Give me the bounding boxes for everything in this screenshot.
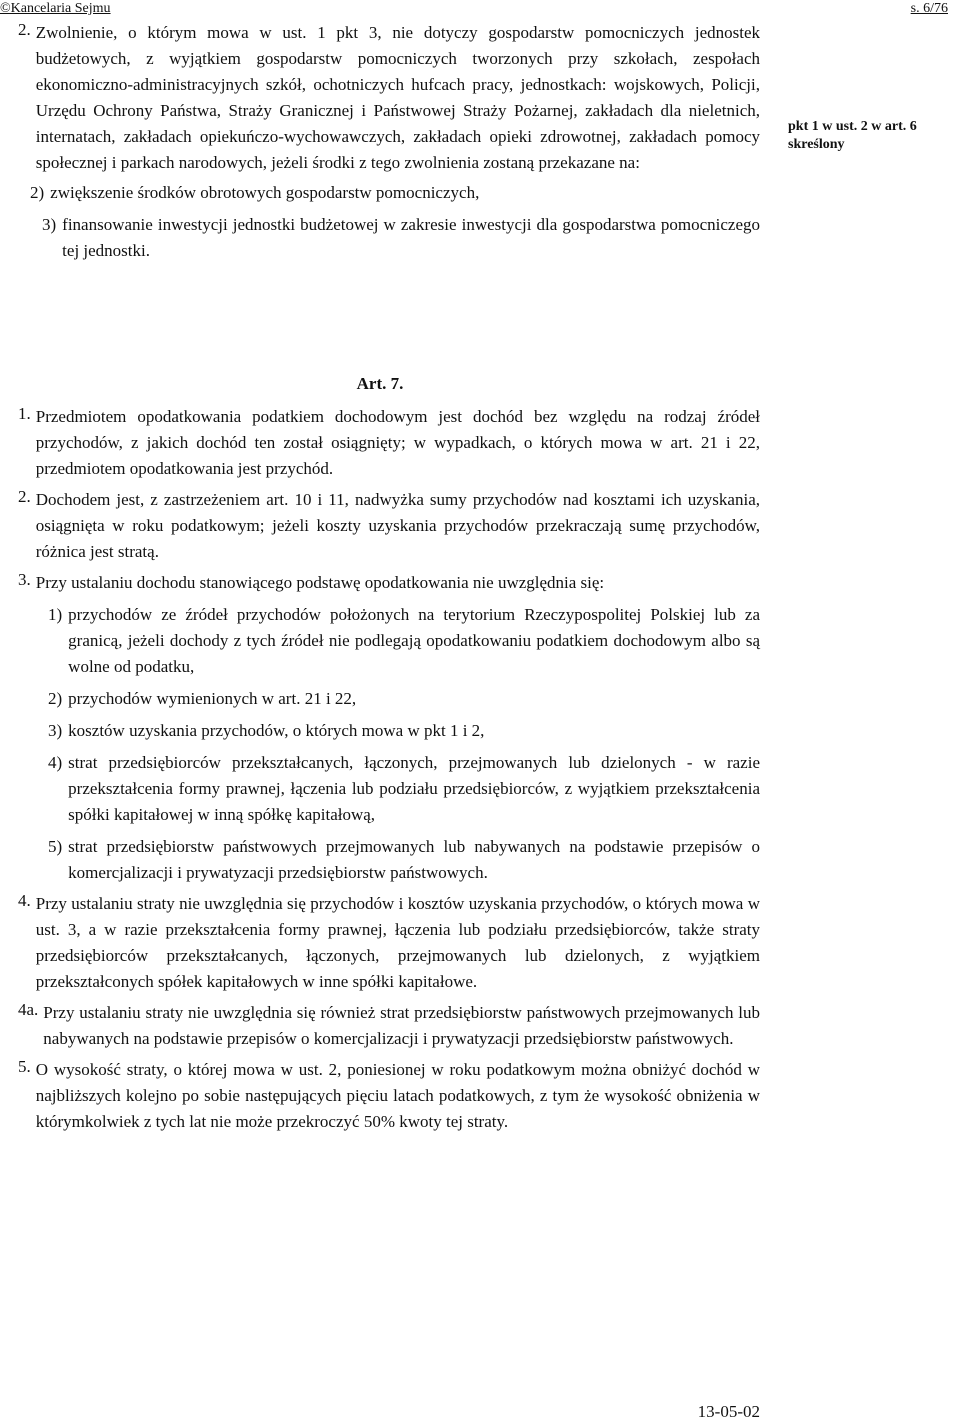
item-number: 2) xyxy=(48,689,63,708)
paragraph-number: 1. xyxy=(18,404,31,423)
item-text: kosztów uzyskania przychodów, o których mowa w pkt 1 i 2, xyxy=(68,721,485,740)
item-text: strat przedsiębiorców przekształcanych, łączonych, przejmowanych lub dzielonych - w razie przekształcenia formy prawnej, łączenia lub podziału przedsiębiorców, z wyjątkiem przekształcenia spółki kapitałowej w inną spółkę kapitałową, xyxy=(68,753,760,824)
paragraph-number: 2. xyxy=(18,487,31,506)
paragraph-text: Przy ustalaniu dochodu stanowiącego podstawę opodatkowania nie uwzględnia się: xyxy=(35,573,605,592)
footer-date: 13-05-02 xyxy=(697,1402,760,1421)
item-number: 4) xyxy=(48,753,63,772)
header-left xyxy=(0,0,111,18)
margin-note-line: pkt 1 w ust. 2 w art. 6 xyxy=(788,119,917,134)
margin-note xyxy=(788,118,960,154)
list-item xyxy=(48,834,760,886)
paragraph-text: Zwolnienie, o którym mowa w ust. 1 pkt 3, nie dotyczy gospodarstw pomocniczych jednostek budżetowych, z wyjątkiem gospodarstw pomocniczych tworzonych przy szkołach, zespołach ekonomiczno-administracyjnych szkół, ochotniczych hufcach pracy, jednostkach: wojskowych, Policji, Urzędu Ochrony Państwa, Straży Granicznej i Państwowej Straży Pożarnej, zakładach dla nieletnich, internatach, zakładach opiekuńczo-wychowawczych, zakładach opieki zdrowotnej, zakładach pomocy społecznej i parkach narodowych, jeżeli środki z tego zwolnienia zostaną przekazane na: xyxy=(35,23,760,172)
list-item xyxy=(48,686,760,712)
item-number: 2) xyxy=(30,183,45,202)
list-item xyxy=(48,602,760,680)
paragraph-text: Przy ustalaniu straty nie uwzględnia się również strat przedsiębiorstw państwowych przejmowanych lub nabywanych na podstawie przepisów o komercjalizacji i prywatyzacji przedsiębiorstw państwowych. xyxy=(43,1003,760,1048)
paragraph-number: 3. xyxy=(18,570,31,589)
item-text: przychodów wymienionych w art. 21 i 22, xyxy=(68,689,357,708)
paragraph-text: Dochodem jest, z zastrzeżeniem art. 10 i 11, nadwyżka sumy przychodów nad kosztami ich uzyskania, osiągnięta w roku podatkowym; jeżeli koszty uzyskania przychodów przekraczają sumę przychodów, różnica jest stratą. xyxy=(35,490,760,561)
margin-note-line: skreślony xyxy=(788,137,845,152)
item-number: 3) xyxy=(48,721,63,740)
paragraph-number: 4. xyxy=(18,891,31,910)
paragraph-number: 5. xyxy=(18,1057,31,1076)
paragraph-4a xyxy=(18,1000,760,1052)
list-item xyxy=(48,750,760,828)
paragraph-5 xyxy=(18,1057,760,1135)
paragraph-text: Przy ustalaniu straty nie uwzględnia się przychodów i kosztów uzyskania przychodów, o których mowa w ust. 3, a w razie przekształcenia formy prawnej, łączenia lub podziału przedsiębiorców, także straty przedsiębiorców przekształcanych, łączonych, przejmowanych lub dzielonych, z wyjątkiem przekształconych spółek kapitałowych w inne spółki kapitałowe. xyxy=(35,894,760,991)
kancelaria-sejmu-link[interactable]: ©Kancelaria Sejmu xyxy=(0,1,111,16)
paragraph-text: Przedmiotem opodatkowania podatkiem dochodowym jest dochód bez względu na rodzaj źródeł przychodów, z jakich dochód ten został osiągnięty; w wypadkach, o których mowa w art. 21 i 22, przedmiotem opodatkowania jest przychód. xyxy=(35,407,760,478)
article-body xyxy=(18,404,760,1135)
paragraph-3 xyxy=(18,570,760,596)
page-number-link[interactable]: s. 6/76 xyxy=(910,1,948,16)
item-text: zwiększenie środków obrotowych gospodarstw pomocniczych, xyxy=(50,183,480,202)
list-item xyxy=(30,180,760,206)
article-title: Art. 7. xyxy=(356,374,404,393)
paragraph-number: 4a. xyxy=(18,1000,39,1019)
item-text: strat przedsiębiorstw państwowych przejmowanych lub nabywanych na podstawie przepisów o komercjalizacji i prywatyzacji przedsiębiorstw państwowych. xyxy=(68,837,760,882)
item-number: 3) xyxy=(42,215,57,234)
paragraph-number: 2. xyxy=(18,20,31,39)
paragraph-2 xyxy=(18,20,760,176)
item-list xyxy=(18,180,760,264)
paragraph-1 xyxy=(18,404,760,482)
paragraph-4 xyxy=(18,891,760,995)
header-right xyxy=(911,0,948,18)
paragraph-3-items xyxy=(18,602,760,886)
top-section xyxy=(18,20,760,264)
item-text: przychodów ze źródeł przychodów położonych na terytorium Rzeczypospolitej Polskiej lub za granicą, jeżeli dochody z tych źródeł nie podlegają opodatkowaniu podatkiem dochodowym albo są wolne od podatku, xyxy=(68,605,760,676)
paragraph-2 xyxy=(18,487,760,565)
item-number: 1) xyxy=(48,605,63,624)
paragraph-text: O wysokość straty, o której mowa w ust. 2, poniesionej w roku podatkowym można obniżyć dochód w najbliższych kolejno po sobie następujących pięciu latach podatkowych, z tym że wysokość obniżenia w którymkolwiek z tych lat nie może przekroczyć 50% kwoty tej straty. xyxy=(35,1060,760,1131)
item-number: 5) xyxy=(48,837,63,856)
list-item xyxy=(42,212,760,264)
item-text: finansowanie inwestycji jednostki budżetowej w zakresie inwestycji dla gospodarstwa pomocniczego tej jednostki. xyxy=(62,215,760,260)
list-item xyxy=(48,718,760,744)
